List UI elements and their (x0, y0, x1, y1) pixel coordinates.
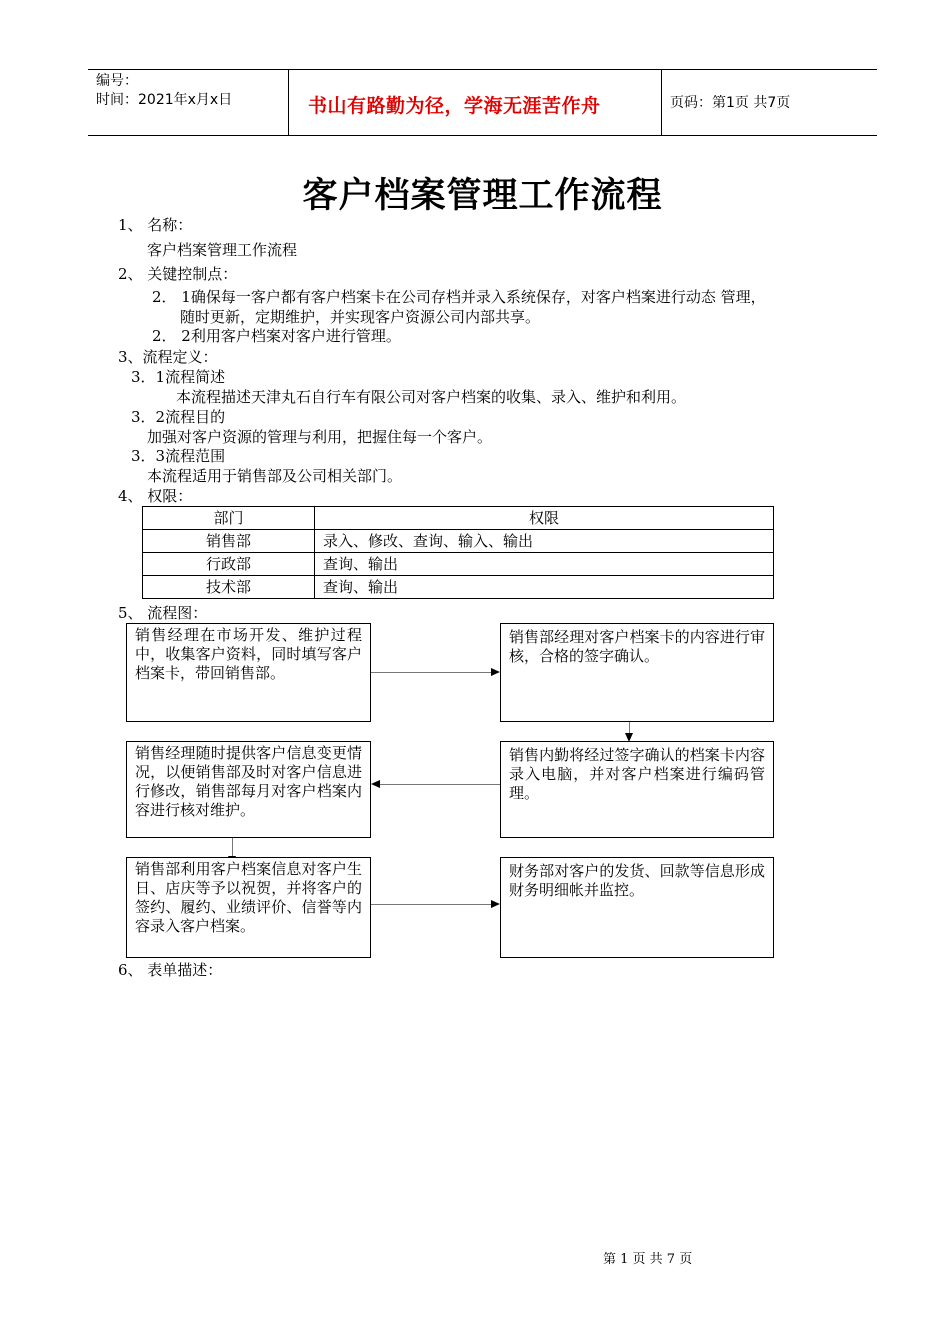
department-cell: 销售部 (143, 530, 315, 553)
permission-cell: 查询、输出 (315, 576, 774, 599)
arrowhead-left-icon (371, 780, 380, 788)
permission-cell: 查询、输出 (315, 553, 774, 576)
flow-step-use-archive: 销售部利用客户档案信息对客户生日、店庆等予以祝贺，并将客户的签约、履约、业绩评价、信誉等内容录入客户档案。 (126, 857, 371, 958)
page-footer: 第 1 页 共 7 页 (603, 1252, 693, 1267)
arrow-box2-to-box3 (629, 721, 630, 733)
header-motto: 书山有路勤为径，学海无涯苦作舟 (308, 95, 601, 117)
permission-cell: 录入、修改、查询、输入、输出 (315, 530, 774, 553)
arrow-box5-to-box6 (371, 904, 491, 905)
header-divider-2 (661, 69, 662, 135)
header-divider-1 (288, 69, 289, 135)
section-1-body: 客户档案管理工作流程 (147, 241, 298, 259)
flow-step-collect-info: 销售经理在市场开发、维护过程中，收集客户资料，同时填写客户档案卡，带回销售部。 (126, 623, 371, 722)
section-3-1-heading: 3．1流程简述 (131, 368, 226, 386)
flow-step-enter-system: 销售内勤将经过签字确认的档案卡内容录入电脑，并对客户档案进行编码管理。 (500, 741, 774, 838)
section-3-3-body: 本流程适用于销售部及公司相关部门。 (147, 467, 403, 485)
column-header-department: 部门 (143, 507, 315, 530)
arrow-box4-to-box5 (232, 838, 233, 856)
section-4-heading: 4、 权限： (118, 487, 193, 505)
section-3-heading: 3、流程定义： (118, 348, 218, 366)
header-bottom-rule (88, 135, 877, 136)
section-3-2-body: 加强对客户资源的管理与利用，把握住每一个客户。 (147, 428, 493, 446)
section-2-point-1-line-2: 随时更新，定期维护，并实现客户资源公司内部共享。 (180, 308, 541, 326)
section-3-3-heading: 3．3流程范围 (131, 447, 226, 465)
arrow-box3-to-box4 (380, 784, 500, 785)
section-5-heading: 5、 流程图： (118, 604, 208, 622)
table-header-row (143, 507, 774, 530)
arrowhead-right-icon (491, 668, 500, 676)
section-3-1-body: 本流程描述天津丸石自行车有限公司对客户档案的收集、录入、维护和利用。 (176, 388, 687, 406)
section-3-2-heading: 3．2流程目的 (131, 408, 226, 426)
page-title: 客户档案管理工作流程 (302, 175, 663, 216)
header-time: 时间：2021年x月x日 (96, 92, 233, 108)
section-1-heading: 1、 名称： (118, 216, 193, 234)
column-header-permission: 权限 (315, 507, 774, 530)
header-number: 编号： (96, 73, 138, 89)
section-2-heading: 2、 关键控制点： (118, 265, 238, 283)
flow-step-manager-review: 销售部经理对客户档案卡的内容进行审核，合格的签字确认。 (500, 623, 774, 722)
table-row (143, 530, 774, 553)
section-2-point-1-line-1: 2． 1确保每一客户都有客户档案卡在公司存档并录入系统保存，对客户档案进行动态 管理， (152, 288, 766, 306)
header-page: 页码：第1页 共7页 (670, 95, 791, 111)
flow-step-update-info: 销售经理随时提供客户信息变更情况，以便销售部及时对客户信息进行修改，销售部每月对客户档案内容进行核对维护。 (126, 741, 371, 838)
department-cell: 行政部 (143, 553, 315, 576)
arrowhead-right-icon (491, 900, 500, 908)
department-cell: 技术部 (143, 576, 315, 599)
flow-step-finance-monitor: 财务部对客户的发货、回款等信息形成财务明细帐并监控。 (500, 857, 774, 958)
section-6-heading: 6、 表单描述： (118, 961, 223, 979)
table-row (143, 553, 774, 576)
table-row (143, 576, 774, 599)
arrow-box1-to-box2 (371, 672, 491, 673)
permissions-table (142, 506, 774, 599)
header-top-rule (88, 69, 877, 70)
section-2-point-2: 2． 2利用客户档案对客户进行管理。 (152, 327, 401, 345)
